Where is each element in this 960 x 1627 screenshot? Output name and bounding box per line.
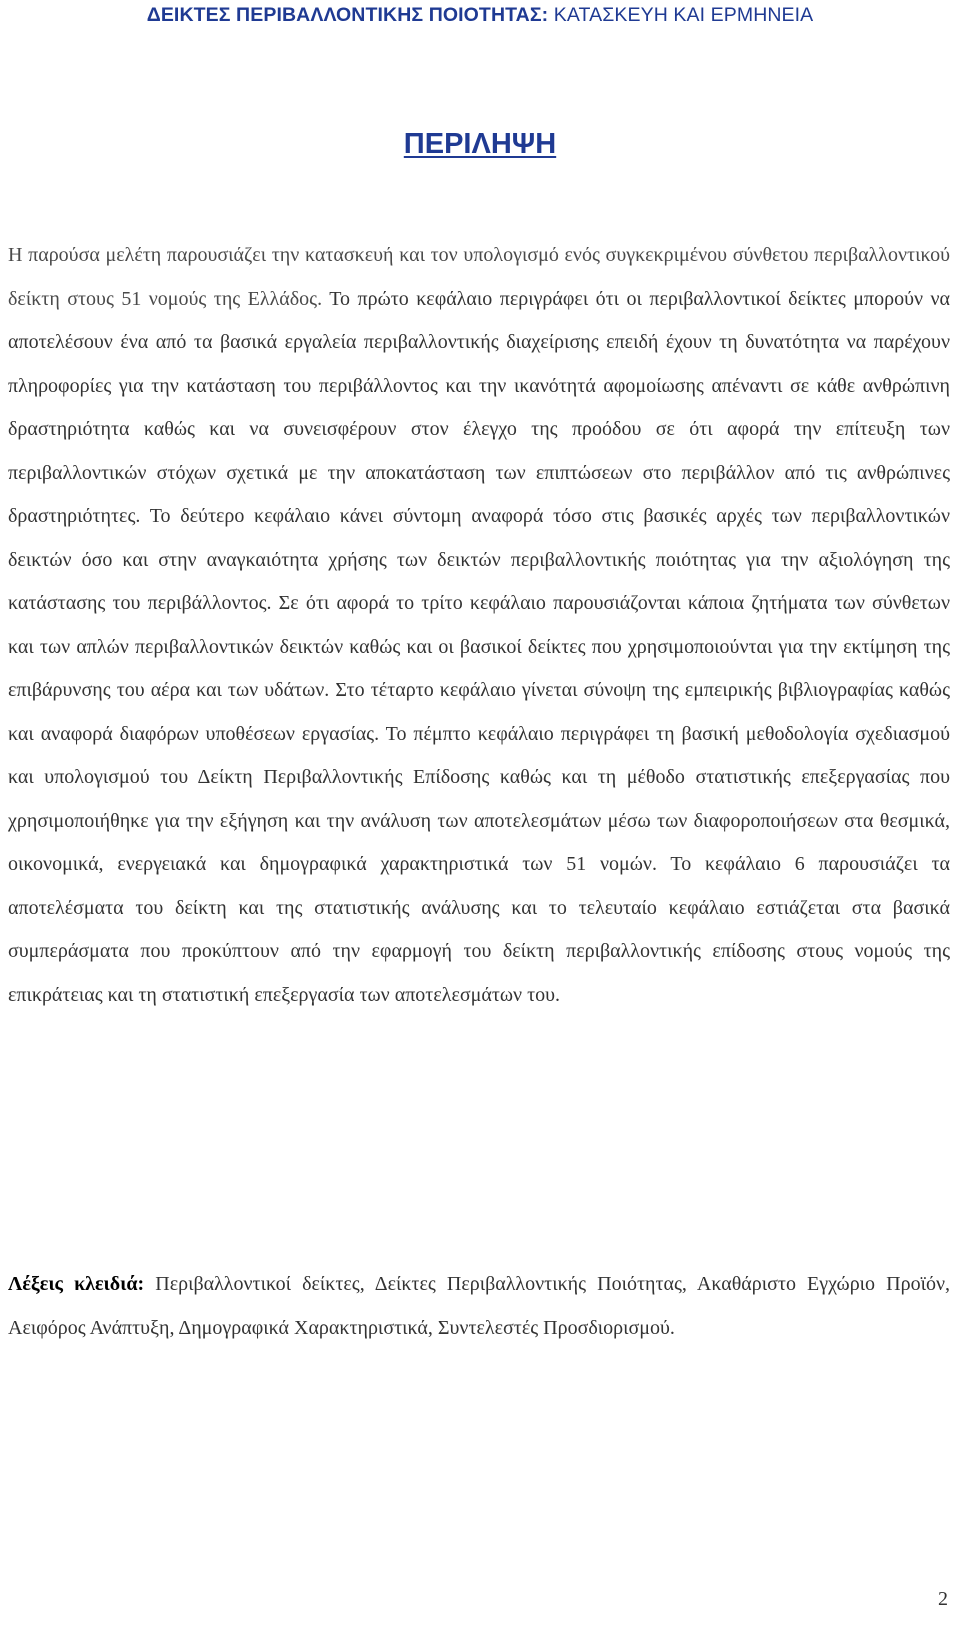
page-number: 2 (938, 1588, 948, 1610)
running-header-regular: ΚΑΤΑΣΚΕΥΗ ΚΑΙ ΕΡΜΗΝΕΙΑ (548, 4, 814, 26)
running-header (0, 4, 960, 27)
keywords-label: Λέξεις κλειδιά: (8, 1273, 145, 1295)
abstract-body: Το πρώτο κεφάλαιο περιγράφει ότι οι περιβαλλοντικοί δείκτες μπορούν να αποτελέσουν ένα από τα βασικά εργαλεία περιβαλλοντικής διαχείρισης επειδή έχουν τη δυνατότητα να παρέχουν πληροφορίες για την κατάσταση του περιβάλλοντος και την ικανότητά αφομοίωσης απέναντι σε κάθε ανθρώπινη δραστηριότητα καθώς και να συνεισφέρουν στον έλεγχο της προόδου σε ότι αφορά την επίτευξη των περιβαλλοντικών στόχων σχετικά με την αποκατάσταση των επιπτώσεων στο περιβάλλον από τις ανθρώπινες δραστηριότητες. Το δεύτερο κεφάλαιο κάνει σύντομη αναφορά τόσο στις βασικές αρχές των περιβαλλοντικών δεικτών όσο και στην αναγκαιότητα χρήσης των δεικτών περιβαλλοντικής ποιότητας για την αξιολόγηση της κατάστασης του περιβάλλοντος. Σε ότι αφορά το τρίτο κεφάλαιο παρουσιάζονται κάποια ζητήματα των σύνθετων και των απλών περιβαλλοντικών δεικτών καθώς και οι βασικοί δείκτες που χρησιμοποιούνται για την εκτίμηση της επιβάρυνσης του αέρα και των υδάτων. Στο τέταρτο κεφάλαιο γίνεται σύνοψη της εμπειρικής βιβλιογραφίας καθώς και αναφορά διαφόρων υποθέσεων εργασίας. Το πέμπτο κεφάλαιο περιγράφει τη βασική μεθοδολογία σχεδιασμού και υπολογισμού του Δείκτη Περιβαλλοντικής Επίδοσης καθώς και τη μέθοδο στατιστικής επεξεργασίας που χρησιμοποιήθηκε για την εξήγηση και την ανάλυση των αποτελεσμάτων μέσω των διαφοροποιήσεων στα θεσμικά, οικονομικά, ενεργειακά και δημογραφικά χαρακτηριστικά των 51 νομών. Το κεφάλαιο 6 παρουσιάζει τα αποτελέσματα του δείκτη και της στατιστικής ανάλυσης και το τελευταίο κεφάλαιο εστιάζεται στα βασικά συμπεράσματα που προκύπτουν από την εφαρμογή του δείκτη περιβαλλοντικής επίδοσης στους νομούς της επικράτειας και τη στατιστική επεξεργασία των αποτελεσμάτων του. (8, 287, 950, 1006)
abstract-paragraph (8, 234, 950, 1017)
page-title: ΠΕΡΙΛΗΨΗ (403, 128, 557, 160)
running-header-bold: ΔΕΙΚΤΕΣ ΠΕΡΙΒΑΛΛΟΝΤΙΚΗΣ ΠΟΙΟΤΗΤΑΣ: (146, 4, 549, 26)
keywords-paragraph (8, 1263, 950, 1350)
keywords-text: Περιβαλλοντικοί δείκτες, Δείκτες Περιβαλλοντικής Ποιότητας, Ακαθάριστο Εγχώριο Προϊόν, Αειφόρος Ανάπτυξη, Δημογραφικά Χαρακτηριστικά, Συντελεστές Προσδιορισμού. (8, 1273, 950, 1339)
abstract-lead-sentence: Η παρούσα μελέτη παρουσιάζει την κατασκευή και τον υπολογισμό ενός συγκεκριμένου σύνθετου περιβαλλοντικού δείκτη στους 51 νομούς της Ελλάδος. (8, 244, 950, 310)
